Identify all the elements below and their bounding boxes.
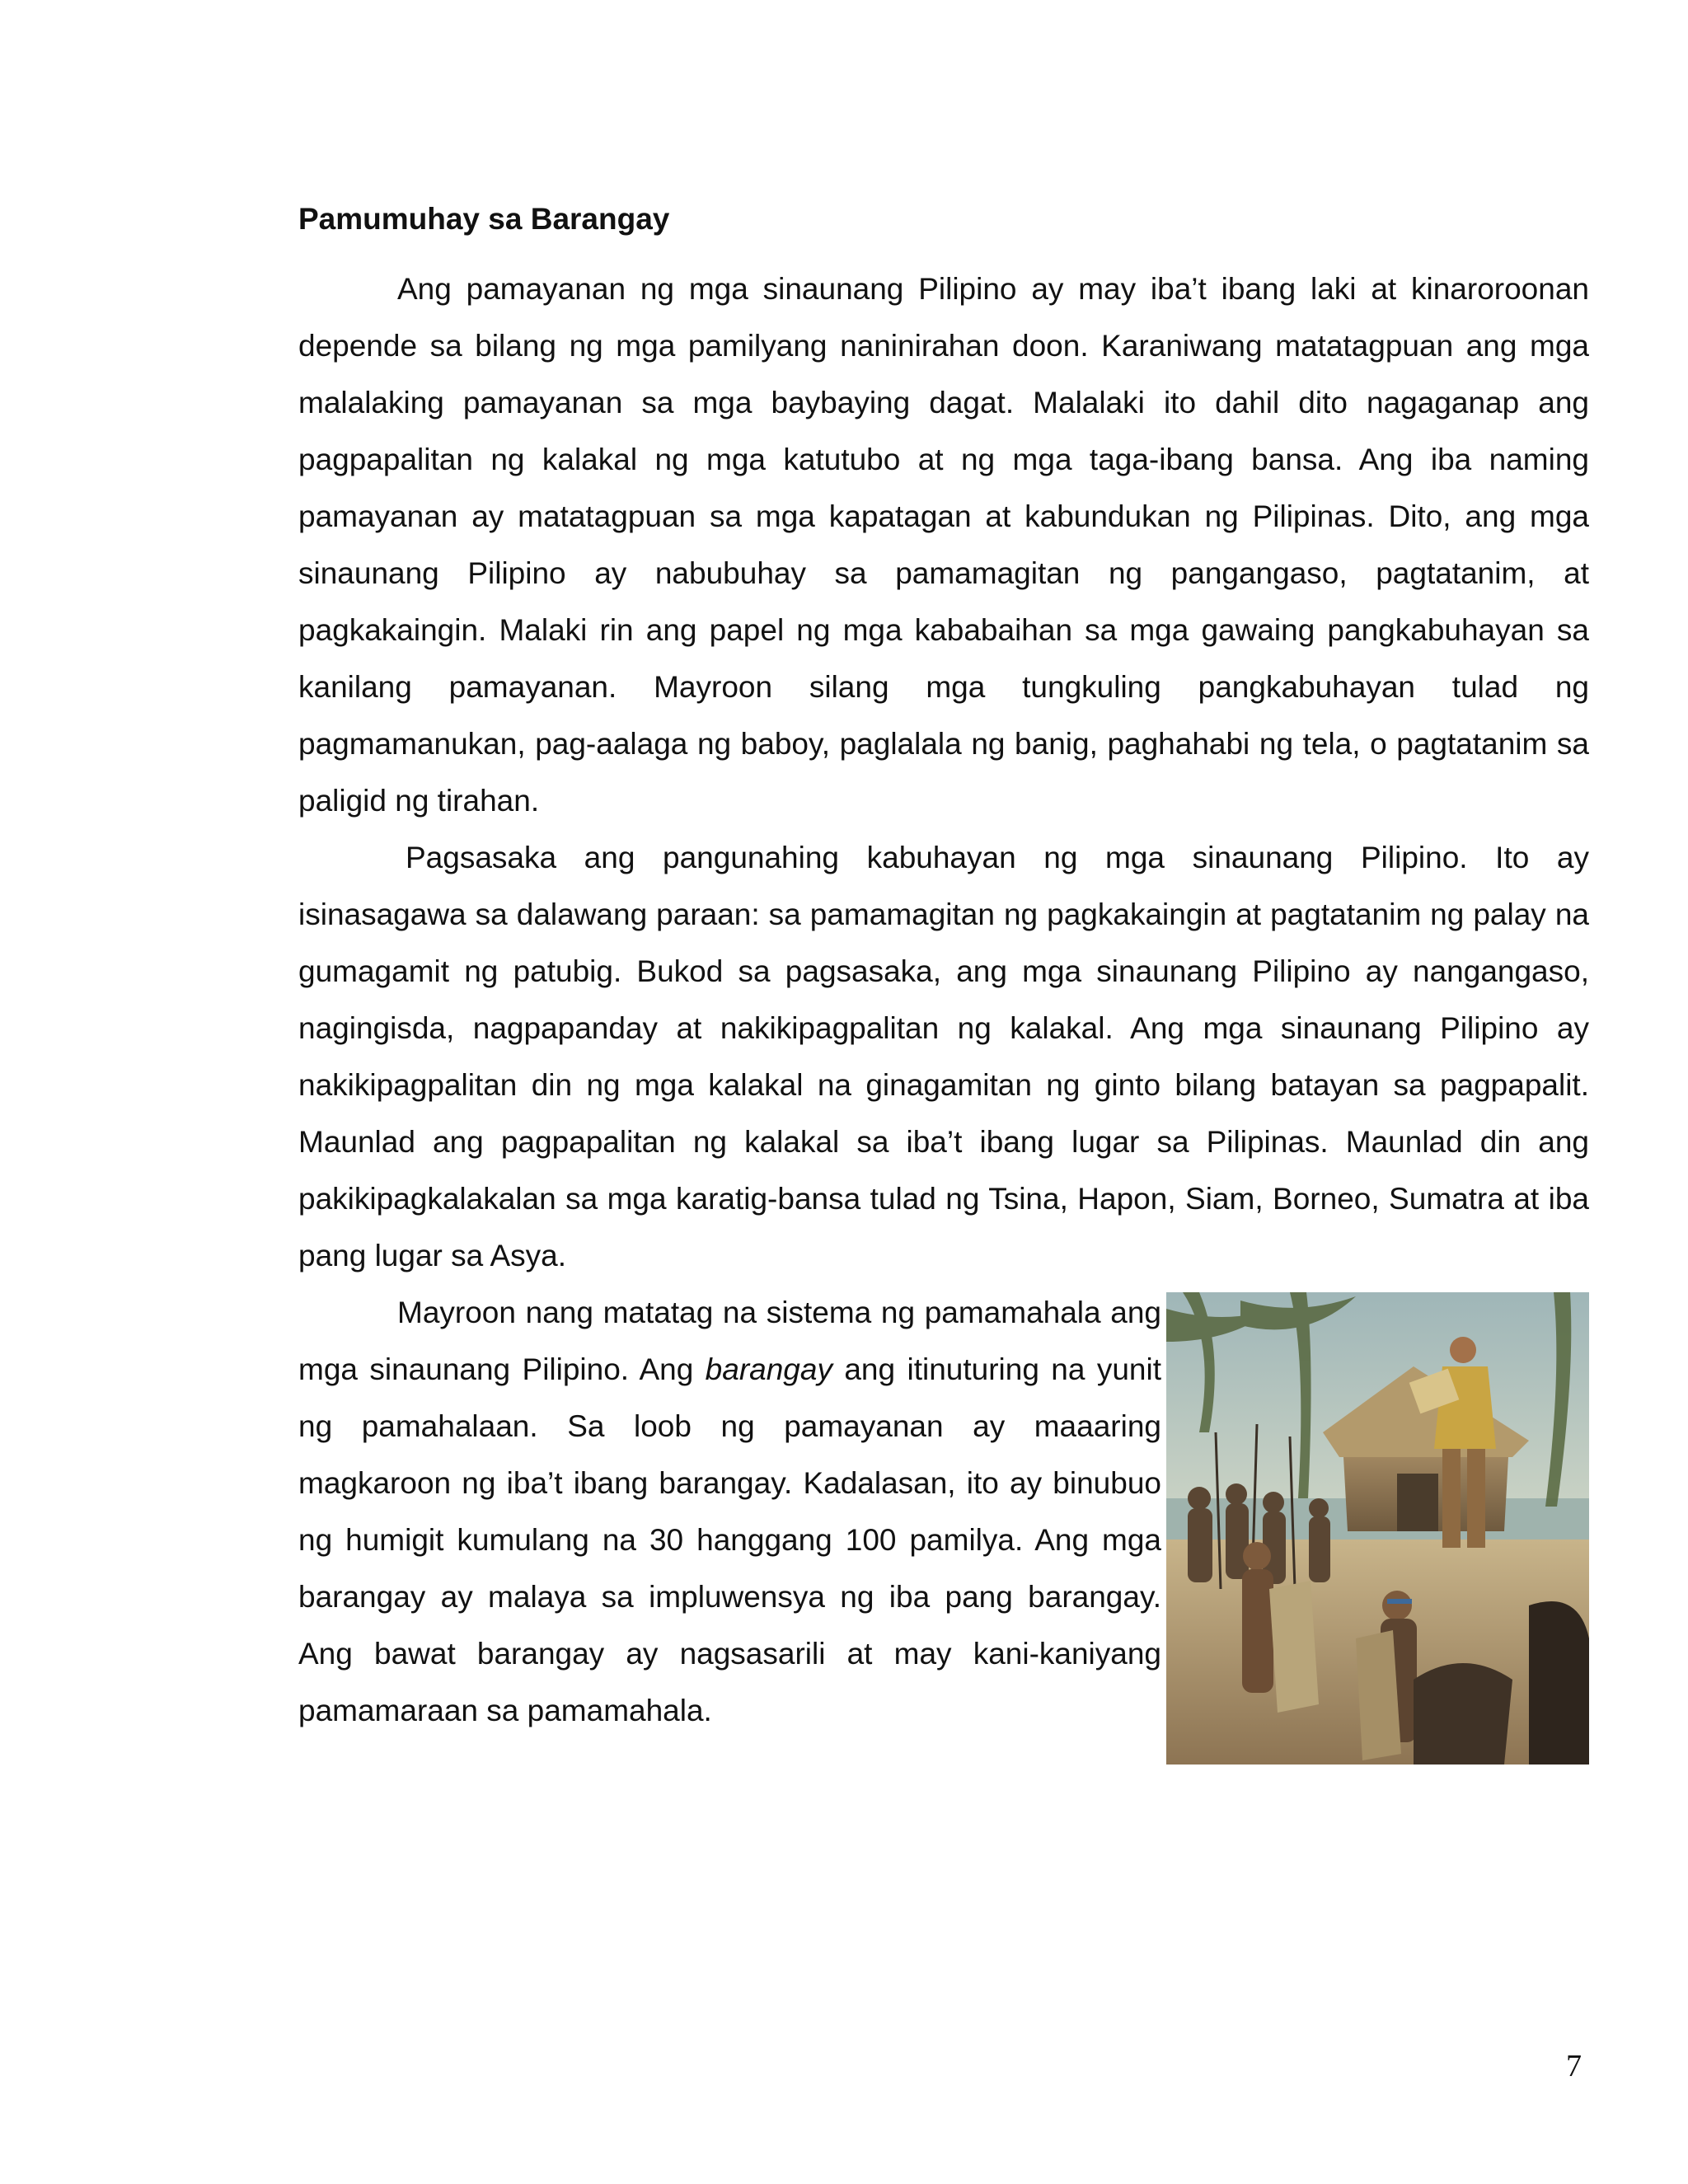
section-title: Pamumuhay sa Barangay xyxy=(298,202,670,236)
barangay-emphasis: barangay xyxy=(705,1352,832,1386)
paragraph-pamamahala-end: ang itinuturing na yunit ng pamahalaan. Sa loob ng pamayanan ay maaaring magkaroon ng iba’t ibang barangay. Kadalasan, ito ay binubuo ng humigit kumulang na 30 hanggang 100 pamilya. Ang mga barangay ay malaya sa impluwensya ng iba pang barangay. Ang bawat barangay ay nagsasarili at may kani-kaniyang pamamaraan sa pamamahala. xyxy=(298,1352,1161,1727)
document-page xyxy=(298,194,1589,1739)
paragraph-pamayanan: Ang pamayanan ng mga sinaunang Pilipino ay may iba’t ibang laki at kinaroroonan depende sa bilang ng mga pamilyang naninirahan doon. Karaniwang matatagpuan ang mga malalaking pamayanan sa mga baybaying dagat. Malalaki ito dahil dito nagaganap ang pagpapalitan ng kalakal ng mga katutubo at ng mga taga-ibang bansa. Ang iba naming pamayanan ay matatagpuan sa mga kapatagan at kabundukan ng Pilipinas. Dito, ang mga sinaunang Pilipino ay nabubuhay sa pamamagitan ng pangangaso, pagtatanim, at pagkakaingin. Malaki rin ang papel ng mga kababaihan sa mga gawaing pangkabuhayan sa kanilang pamayanan. Mayroon silang mga tungkuling pangkabuhayan tulad ng pagmamanukan, pag-aalaga ng baboy, paglalala ng banig, paghahabi ng tela, o pagtatanim sa paligid ng tirahan. xyxy=(298,272,1589,818)
paragraph-pamamahala-start: Mayroon nang matatag na sistema ng pamamahala ang mga sinaunang Pilipino. Ang xyxy=(298,1296,1161,1386)
barangay-painting-illustration xyxy=(1166,1292,1589,1765)
barangay-painting-image xyxy=(1166,1292,1589,1765)
paragraph-pagsasaka: Pagsasaka ang pangunahing kabuhayan ng mga sinaunang Pilipino. Ito ay isinasagawa sa dalawang paraan: sa pamamagitan ng pagkakaingin at pagtatanim ng palay na gumagamit ng patubig. Bukod sa pagsasaka, ang mga sinaunang Pilipino ay nangangaso, nagingisda, nagpapanday at nakikipagpalitan ng kalakal. Ang mga sinaunang Pilipino ay nakikipagpalitan din ng mga kalakal na ginagamitan ng ginto bilang batayan sa pagpapalit. Maunlad ang pagpapalitan ng kalakal sa iba’t ibang lugar sa Pilipinas. Maunlad din ang pakikipagkalakalan sa mga karatig-bansa tulad ng Tsina, Hapon, Siam, Borneo, Sumatra at iba pang lugar sa Asya. xyxy=(298,841,1589,1272)
paragraph-pamamahala xyxy=(298,1284,1161,1739)
page-number: 7 xyxy=(1566,2049,1582,2083)
paragraph-with-figure xyxy=(298,1284,1589,1739)
